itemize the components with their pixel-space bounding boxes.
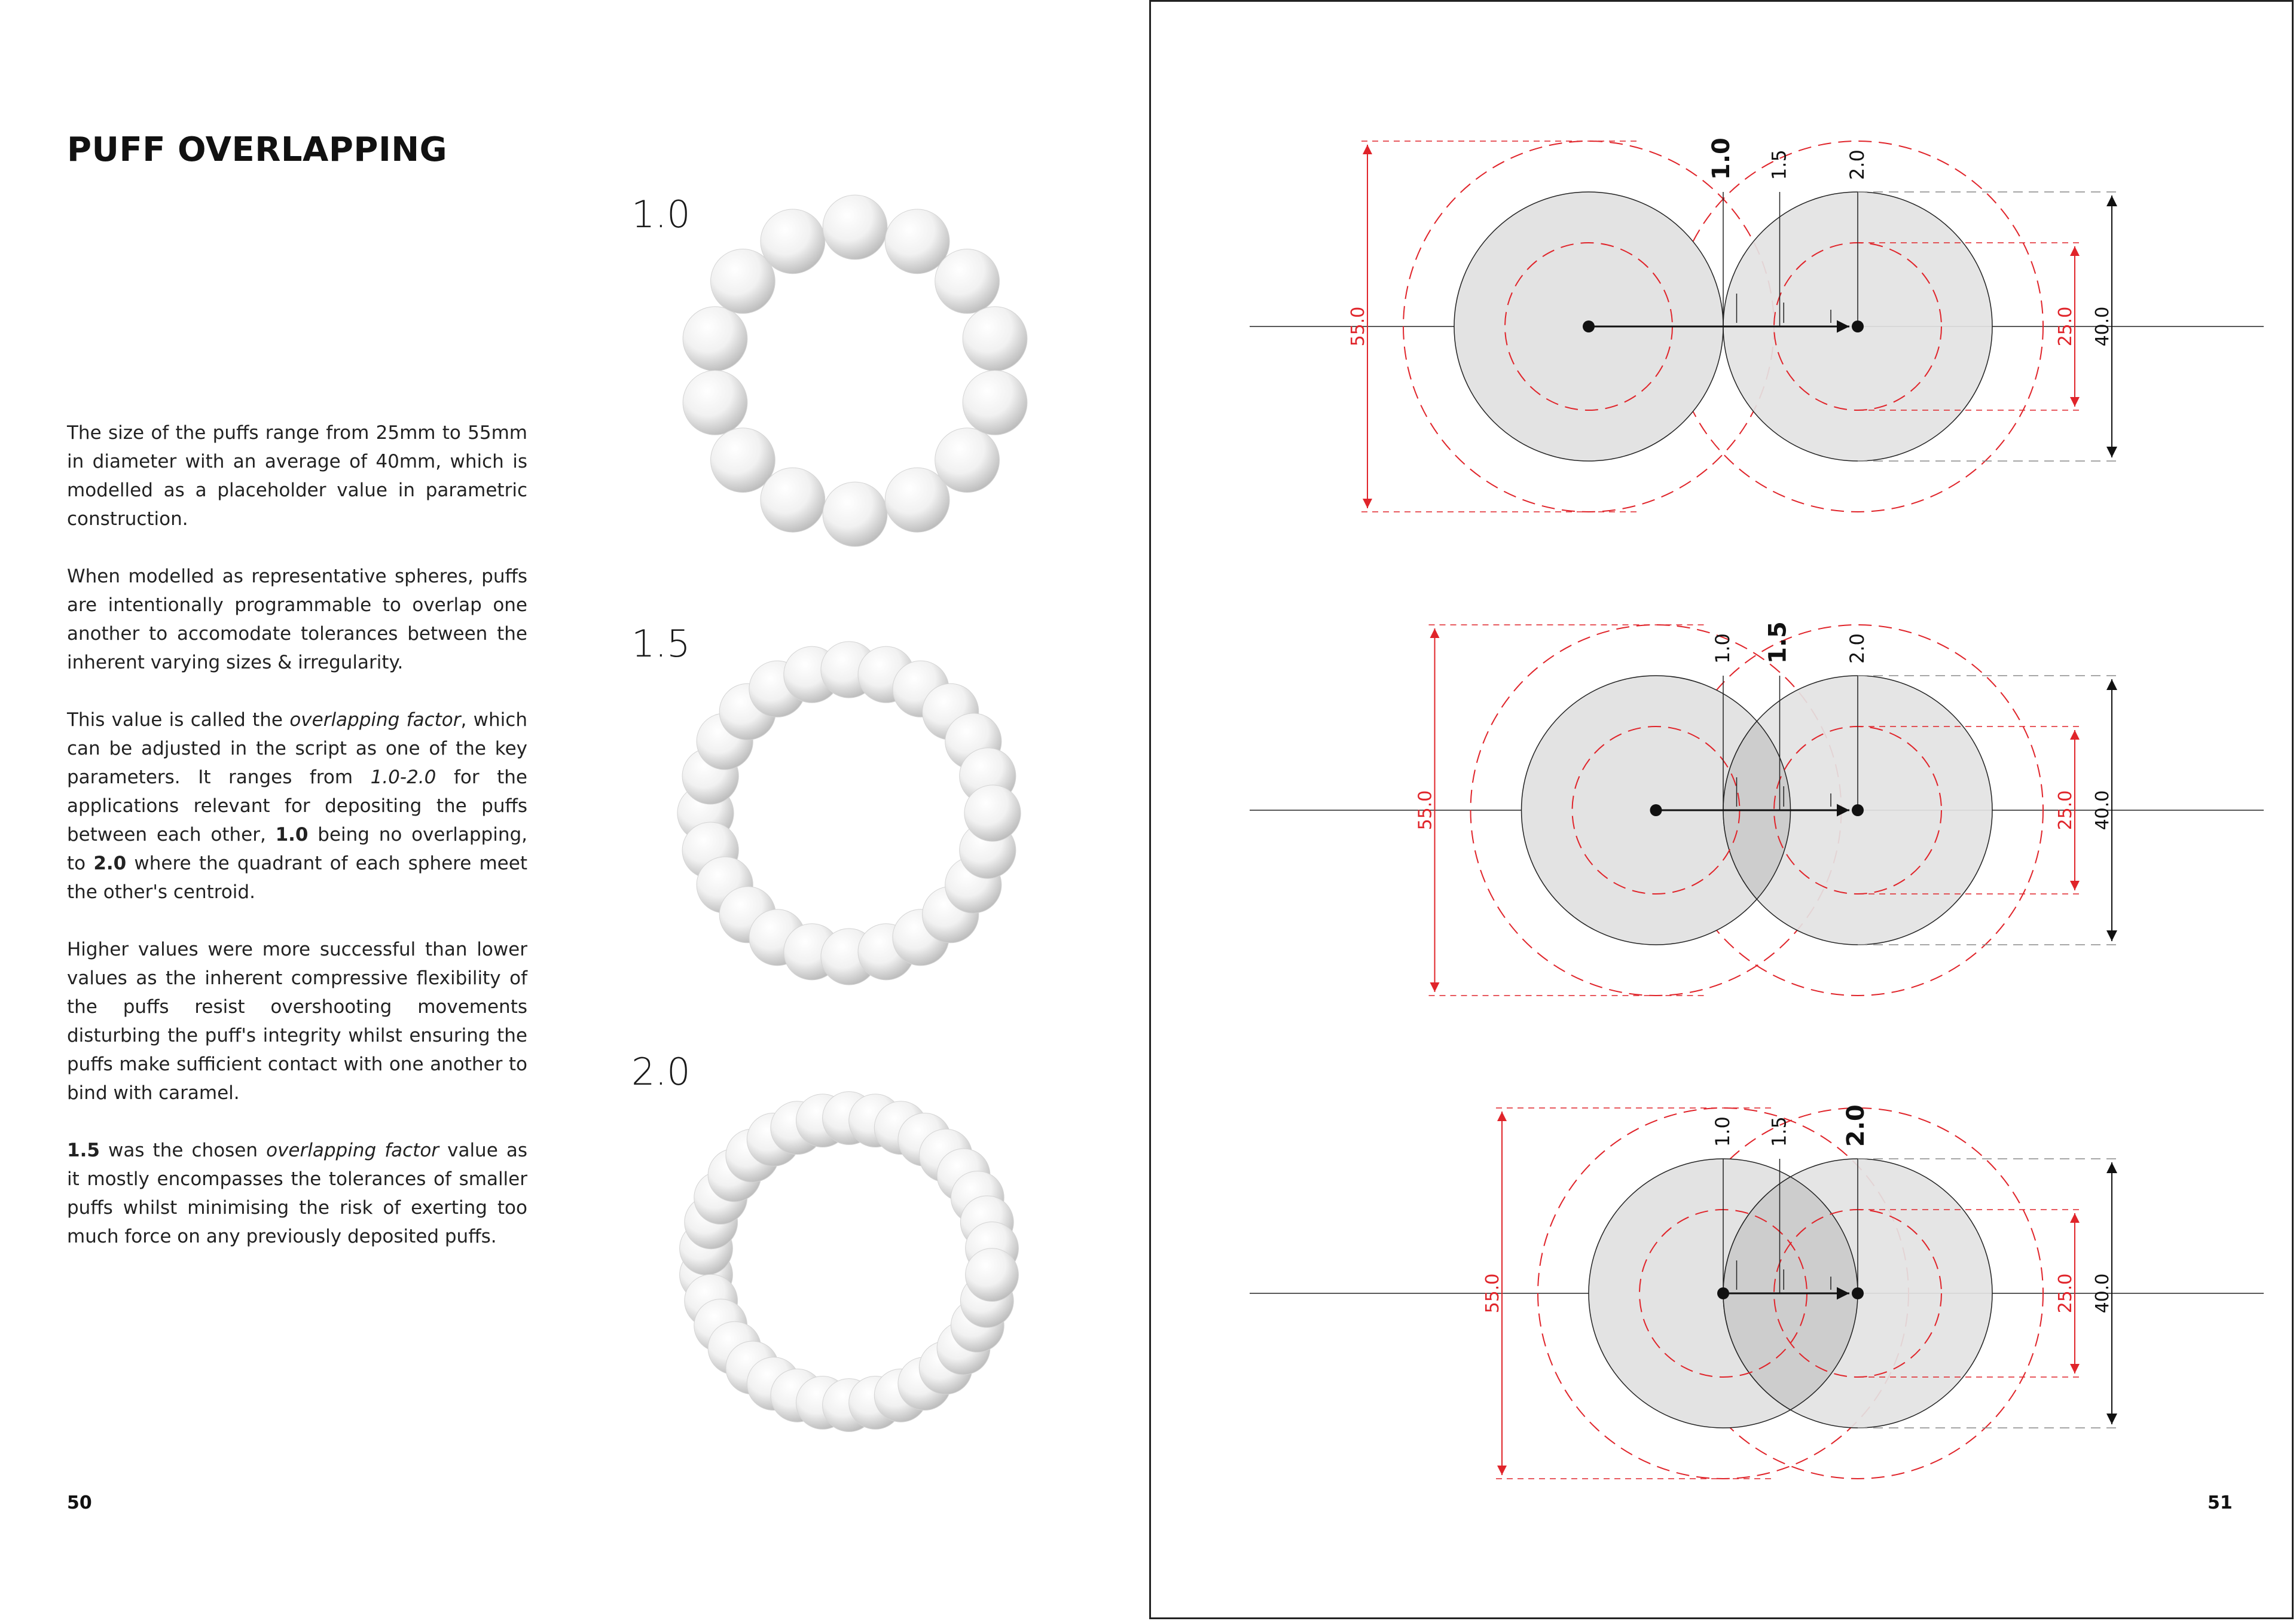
- paragraph-chosen: [67, 1136, 527, 1251]
- body-text: [67, 419, 527, 1280]
- puff-ring-1-0: [670, 185, 1040, 556]
- paragraph-overlapping-factor: [67, 706, 527, 906]
- p3-text-a: This value is called the: [67, 709, 290, 731]
- paragraph-spheres: When modelled as representative spheres, puffs are intentionally programmable to overlap one another to accomodate tolerances between the inherent varying sizes & irregularity.: [67, 566, 527, 673]
- dimension-25: 25.0: [2055, 306, 2076, 347]
- guide-label: 1.5: [1764, 621, 1792, 664]
- puff-sphere: [964, 785, 1021, 841]
- puff-sphere: [761, 209, 825, 274]
- p5-text-b: was the chosen: [99, 1140, 267, 1161]
- puff-sphere: [823, 195, 887, 260]
- dimension-55: 55.0: [1482, 1273, 1503, 1314]
- puff-sphere: [683, 307, 747, 371]
- guide-label: 1.0: [1708, 138, 1735, 180]
- guide-label: 1.0: [1711, 633, 1734, 664]
- ring-label-1-0: 1.0: [631, 193, 691, 236]
- diagram-1-5: [1250, 621, 2264, 996]
- dimension-40: 40.0: [2092, 790, 2113, 831]
- puff-sphere: [761, 468, 825, 532]
- p3-text-i: where the quadrant of each sphere meet the other's centroid.: [67, 853, 527, 903]
- puff-sphere: [935, 428, 1000, 493]
- puff-sphere: [823, 482, 887, 547]
- ring-label-1-5: 1.5: [631, 622, 691, 666]
- guide-label: 2.0: [1846, 633, 1868, 664]
- diagram-2-0: [1250, 1104, 2264, 1479]
- p5-text-d: value as it mostly encompasses the tolerances of smaller puffs whilst minimising the risk of exerting too much force on any previously deposited puffs.: [67, 1140, 527, 1247]
- paragraph-size: The size of the puffs range from 25mm to 55mm in diameter with an average of 40mm, which is modelled as a placeholder value in parametric construction.: [67, 422, 527, 530]
- ring-label-2-0: 2.0: [631, 1050, 691, 1094]
- guide-label: 1.0: [1711, 1116, 1734, 1147]
- puff-sphere: [966, 1248, 1019, 1302]
- puff-sphere: [963, 371, 1027, 435]
- p3-range: 1.0-2.0: [370, 767, 436, 788]
- puff-sphere: [935, 249, 1000, 314]
- dimension-40: 40.0: [2092, 306, 2113, 347]
- guide-label: 2.0: [1842, 1104, 1870, 1147]
- page-title: PUFF OVERLAPPING: [67, 130, 448, 169]
- p3-text-c: , which can be adjusted in the script as one of the key parameters. It ranges from: [67, 709, 527, 788]
- dimension-25: 25.0: [2055, 1273, 2076, 1314]
- paragraph-higher-values: Higher values were more successful than lower values as the inherent compressive flexibility of the puffs resist overshooting movements disturbing the puff's integrity whilst ensuring the puffs make sufficient contact with one another to bind with caramel.: [67, 939, 527, 1104]
- dimension-40: 40.0: [2092, 1273, 2113, 1314]
- guide-label: 1.5: [1767, 149, 1791, 180]
- page-number-right: 51: [2208, 1492, 2233, 1513]
- puff-sphere: [963, 307, 1027, 371]
- dimension-55: 55.0: [1415, 790, 1436, 831]
- puff-ring-2-0: [664, 1076, 1034, 1447]
- page-number-left: 50: [67, 1492, 92, 1513]
- p3-text-g: being no overlapping, to: [67, 824, 528, 874]
- guide-label: 1.5: [1767, 1116, 1791, 1147]
- p3-term: overlapping factor: [289, 709, 461, 731]
- p5-term: overlapping factor: [266, 1140, 439, 1161]
- p5-value: 1.5: [67, 1140, 100, 1161]
- p3-text-e: for the applications relevant for depositing the puffs between each other,: [67, 767, 527, 845]
- diagram-1-0: [1250, 138, 2264, 512]
- dimension-25: 25.0: [2055, 790, 2076, 831]
- puff-ring-1-5: [664, 628, 1034, 999]
- p3-value-min: 1.0: [275, 824, 309, 845]
- guide-label: 2.0: [1846, 149, 1868, 180]
- dimension-55: 55.0: [1348, 306, 1369, 347]
- puff-sphere: [683, 371, 747, 435]
- overlap-diagrams: [1149, 0, 2294, 1619]
- p3-value-max: 2.0: [93, 853, 127, 874]
